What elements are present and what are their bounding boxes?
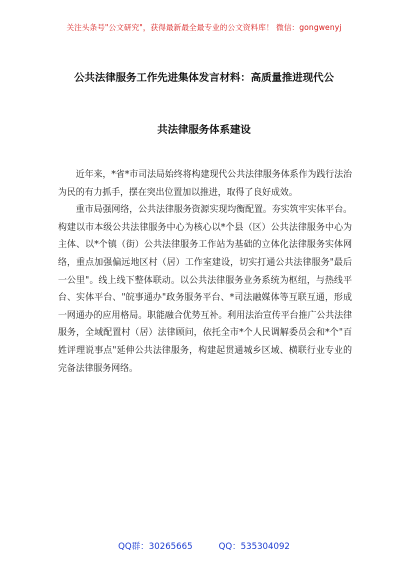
header-banner: 关注头条号"公文研究"，获得最新最全最专业的公文资料库！ 微信：gongwenyj bbox=[66, 23, 342, 32]
body-paragraph-1: 近年来，*省*市司法局始终将构建现代公共法律服务体系作为践行法治为民的有力抓手，摆在突出位置加以推进，取得了良好成效。 bbox=[58, 170, 352, 198]
body-paragraph-2: 重市局强网络，公共法律服务资源实现均衡配置。夯实筑牢实体平台。构建以市本级公共法律服务中心为核心以*个县（区）公共法律服务中心为主体、以*个镇（街）公共法律服务工作站为基础的立体化法律服务实体网络，重点加强偏远地区村（居）工作室建设，切实打通公共法律服务"最后一公里"。线上线下整体联动。以公共法律服务业务系统为枢纽，与热线平台、实体平台、"皖事通办"政务服务平台、*司法融媒体等互联互通，形成一网通办的应用格局。职能融合优势互补。利用法治宣传平台推广公共法律服务，全域配置村（居）法律顾问，依托全市*个人民调解委员会和*个"百姓评理说事点"延伸公共法律服务，构建起贯通城乡区域、横联行业专业的完备法律服务网络。 bbox=[58, 205, 352, 374]
document-title-line-1: 公共法律服务工作先进集体发言材料：高质量推进现代公 bbox=[74, 72, 334, 84]
footer-qq-group: QQ群：30265665 bbox=[118, 542, 193, 552]
document-body bbox=[58, 167, 352, 378]
footer-contact bbox=[0, 540, 408, 552]
footer-qq: QQ：535304092 bbox=[218, 542, 290, 552]
document-title-line-2: 共法律服务体系建设 bbox=[157, 124, 251, 136]
